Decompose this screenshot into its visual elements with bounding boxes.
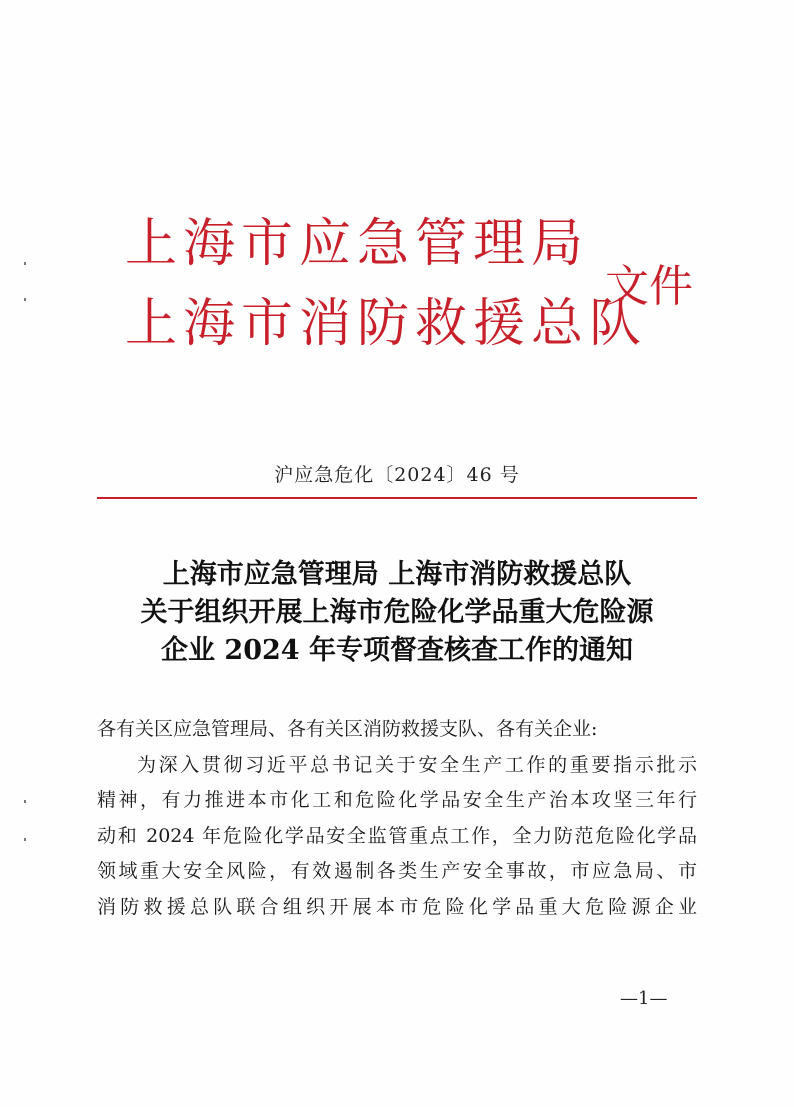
scan-speck: [24, 298, 26, 301]
scan-speck: [24, 800, 26, 803]
document-title: [0, 556, 794, 670]
body-line: 动和 2024 年危险化学品安全监管重点工作，全力防范危险化学品: [97, 824, 697, 847]
body-line: 领域重大安全风险，有效遏制各类生产安全事故，市应急局、市: [97, 860, 697, 882]
body-line: 精神，有力推进本市化工和危险化学品安全生产治本攻坚三年行: [97, 789, 697, 811]
body-line: 消防救援总队联合组织开展本市危险化学品重大危险源企业: [97, 895, 697, 918]
document-header: [125, 203, 695, 363]
document-type-label: 文件: [605, 261, 693, 312]
header-divider-line: [97, 497, 697, 499]
addressee-line: 各有关区应急管理局、各有关区消防救援支队、各有关企业:: [97, 718, 598, 740]
scan-speck: [24, 262, 26, 265]
issuer-line-2: 上海市消防救援总队: [125, 294, 648, 354]
document-body: [97, 712, 697, 925]
issuer-line-1: 上海市应急管理局: [125, 214, 590, 274]
scan-speck: [24, 838, 26, 841]
title-line-1: 上海市应急管理局 上海市消防救援总队: [162, 559, 632, 590]
title-line-2: 关于组织开展上海市危险化学品重大危险源: [140, 597, 654, 628]
document-number: 沪应急危化〔2024〕46 号: [274, 464, 520, 486]
body-line: 为深入贯彻习近平总书记关于安全生产工作的重要指示批示: [137, 753, 697, 776]
page-number: —1—: [620, 988, 668, 1009]
title-line-3: 企业 2024 年专项督查核查工作的通知: [161, 635, 633, 666]
